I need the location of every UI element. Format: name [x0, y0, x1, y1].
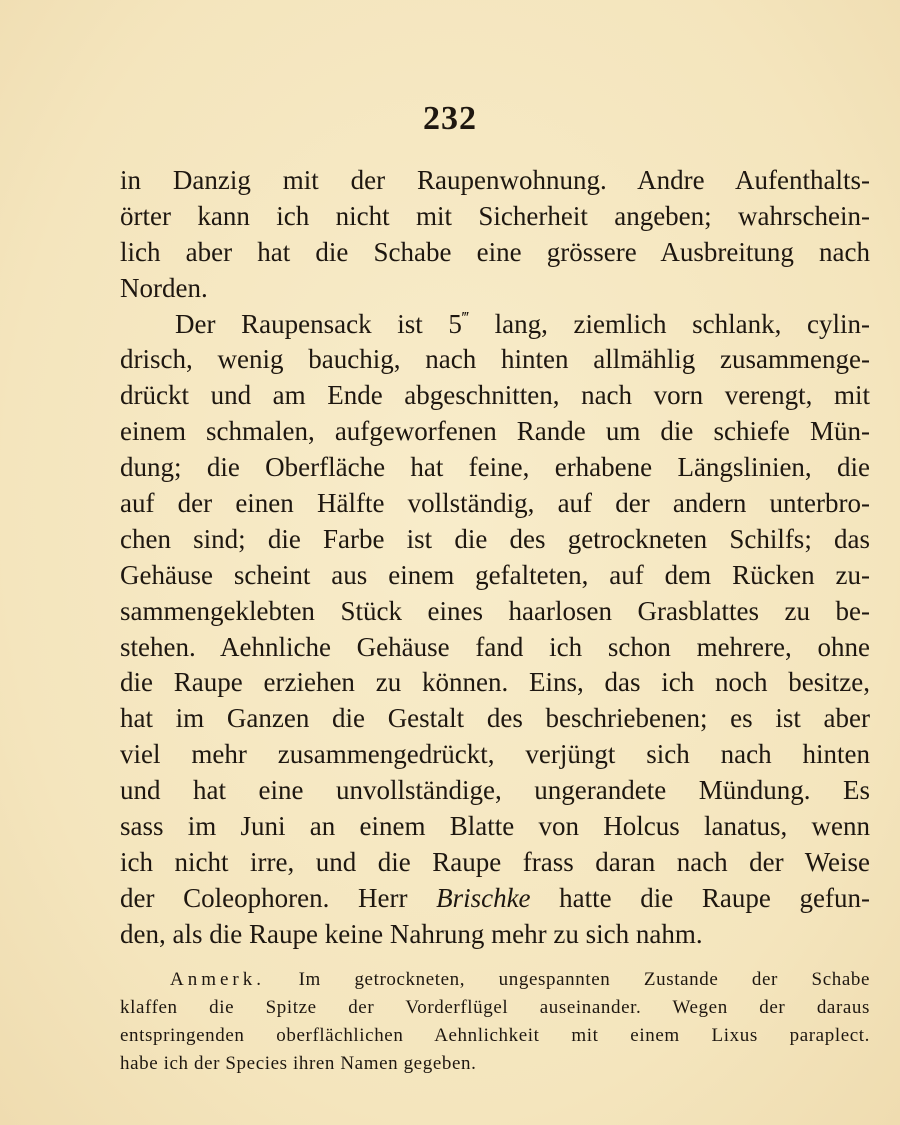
- text-line: drisch, wenig bauchig, nach hinten allmählig zusammenge-: [120, 344, 870, 375]
- text-line: dung; die Oberfläche hat feine, erhabene Längslinien, die: [120, 452, 870, 483]
- text-segment: der Coleophoren. Herr: [120, 882, 437, 913]
- text-segment: Der Raupensack ist 5: [175, 308, 462, 339]
- text-line: viel mehr zusammengedrückt, verjüngt sich nach hinten: [120, 739, 870, 770]
- text-line: Norden.: [120, 272, 208, 303]
- text-line: chen sind; die Farbe ist die des getrockneten Schilfs; das: [120, 523, 870, 554]
- author-name: Brischke: [436, 882, 531, 913]
- text-line: [120, 881, 870, 917]
- text-line: ich nicht irre, und die Raupe frass daran nach der Weise: [120, 846, 870, 877]
- text-line: sass im Juni an einem Blatte von Holcus lanatus, wenn: [120, 811, 870, 842]
- text-line: drückt und am Ende abgeschnitten, nach vorn verengt, mit: [120, 380, 870, 411]
- text-line: hat im Ganzen die Gestalt des beschriebenen; es ist aber: [120, 703, 870, 734]
- text-line: stehen. Aehnliche Gehäuse fand ich schon mehrere, ohne: [120, 631, 870, 662]
- text-line: und hat eine unvollständige, ungerandete Mündung. Es: [120, 775, 870, 806]
- text-line: lich aber hat die Schabe eine grössere Ausbreitung nach: [120, 236, 870, 267]
- footnote-line: [120, 966, 870, 994]
- line-unit-mark: ‴: [461, 307, 469, 327]
- page-number: 232: [423, 100, 477, 137]
- text-segment: hatte die Raupe gefun-: [530, 882, 870, 913]
- text-line: Gehäuse scheint aus einem gefalteten, auf dem Rücken zu-: [120, 559, 870, 590]
- footnote-label: Anmerk.: [170, 969, 266, 990]
- text-line: die Raupe erziehen zu können. Eins, das ich noch besitze,: [120, 667, 870, 698]
- text-line: einem schmalen, aufgeworfenen Rande um die schiefe Mün-: [120, 416, 870, 447]
- text-line: sammengeklebten Stück eines haarlosen Grasblattes zu be-: [120, 595, 870, 626]
- footnote-line: entspringenden oberflächlichen Aehnlichkeit mit einem Lixus paraplect.: [120, 1025, 870, 1046]
- text-line: örter kann ich nicht mit Sicherheit angeben; wahrschein-: [120, 200, 870, 231]
- text-line: den, als die Raupe keine Nahrung mehr zu sich nahm.: [120, 918, 703, 949]
- text-line: in Danzig mit der Raupenwohnung. Andre Aufenthalts-: [120, 165, 870, 195]
- footnote-text: Im getrockneten, ungespannten Zustande der Schabe: [265, 969, 870, 990]
- text-line: [120, 307, 870, 343]
- footnote-line: habe ich der Species ihren Namen gegeben.: [120, 1053, 477, 1074]
- footnote-line: klaffen die Spitze der Vorderflügel auseinander. Wegen der daraus: [120, 997, 870, 1018]
- footnote: [120, 966, 870, 1078]
- body-text: [120, 163, 870, 953]
- text-segment: lang, ziemlich schlank, cylin-: [469, 308, 871, 339]
- text-line: auf der einen Hälfte vollständig, auf der andern unterbro-: [120, 488, 870, 519]
